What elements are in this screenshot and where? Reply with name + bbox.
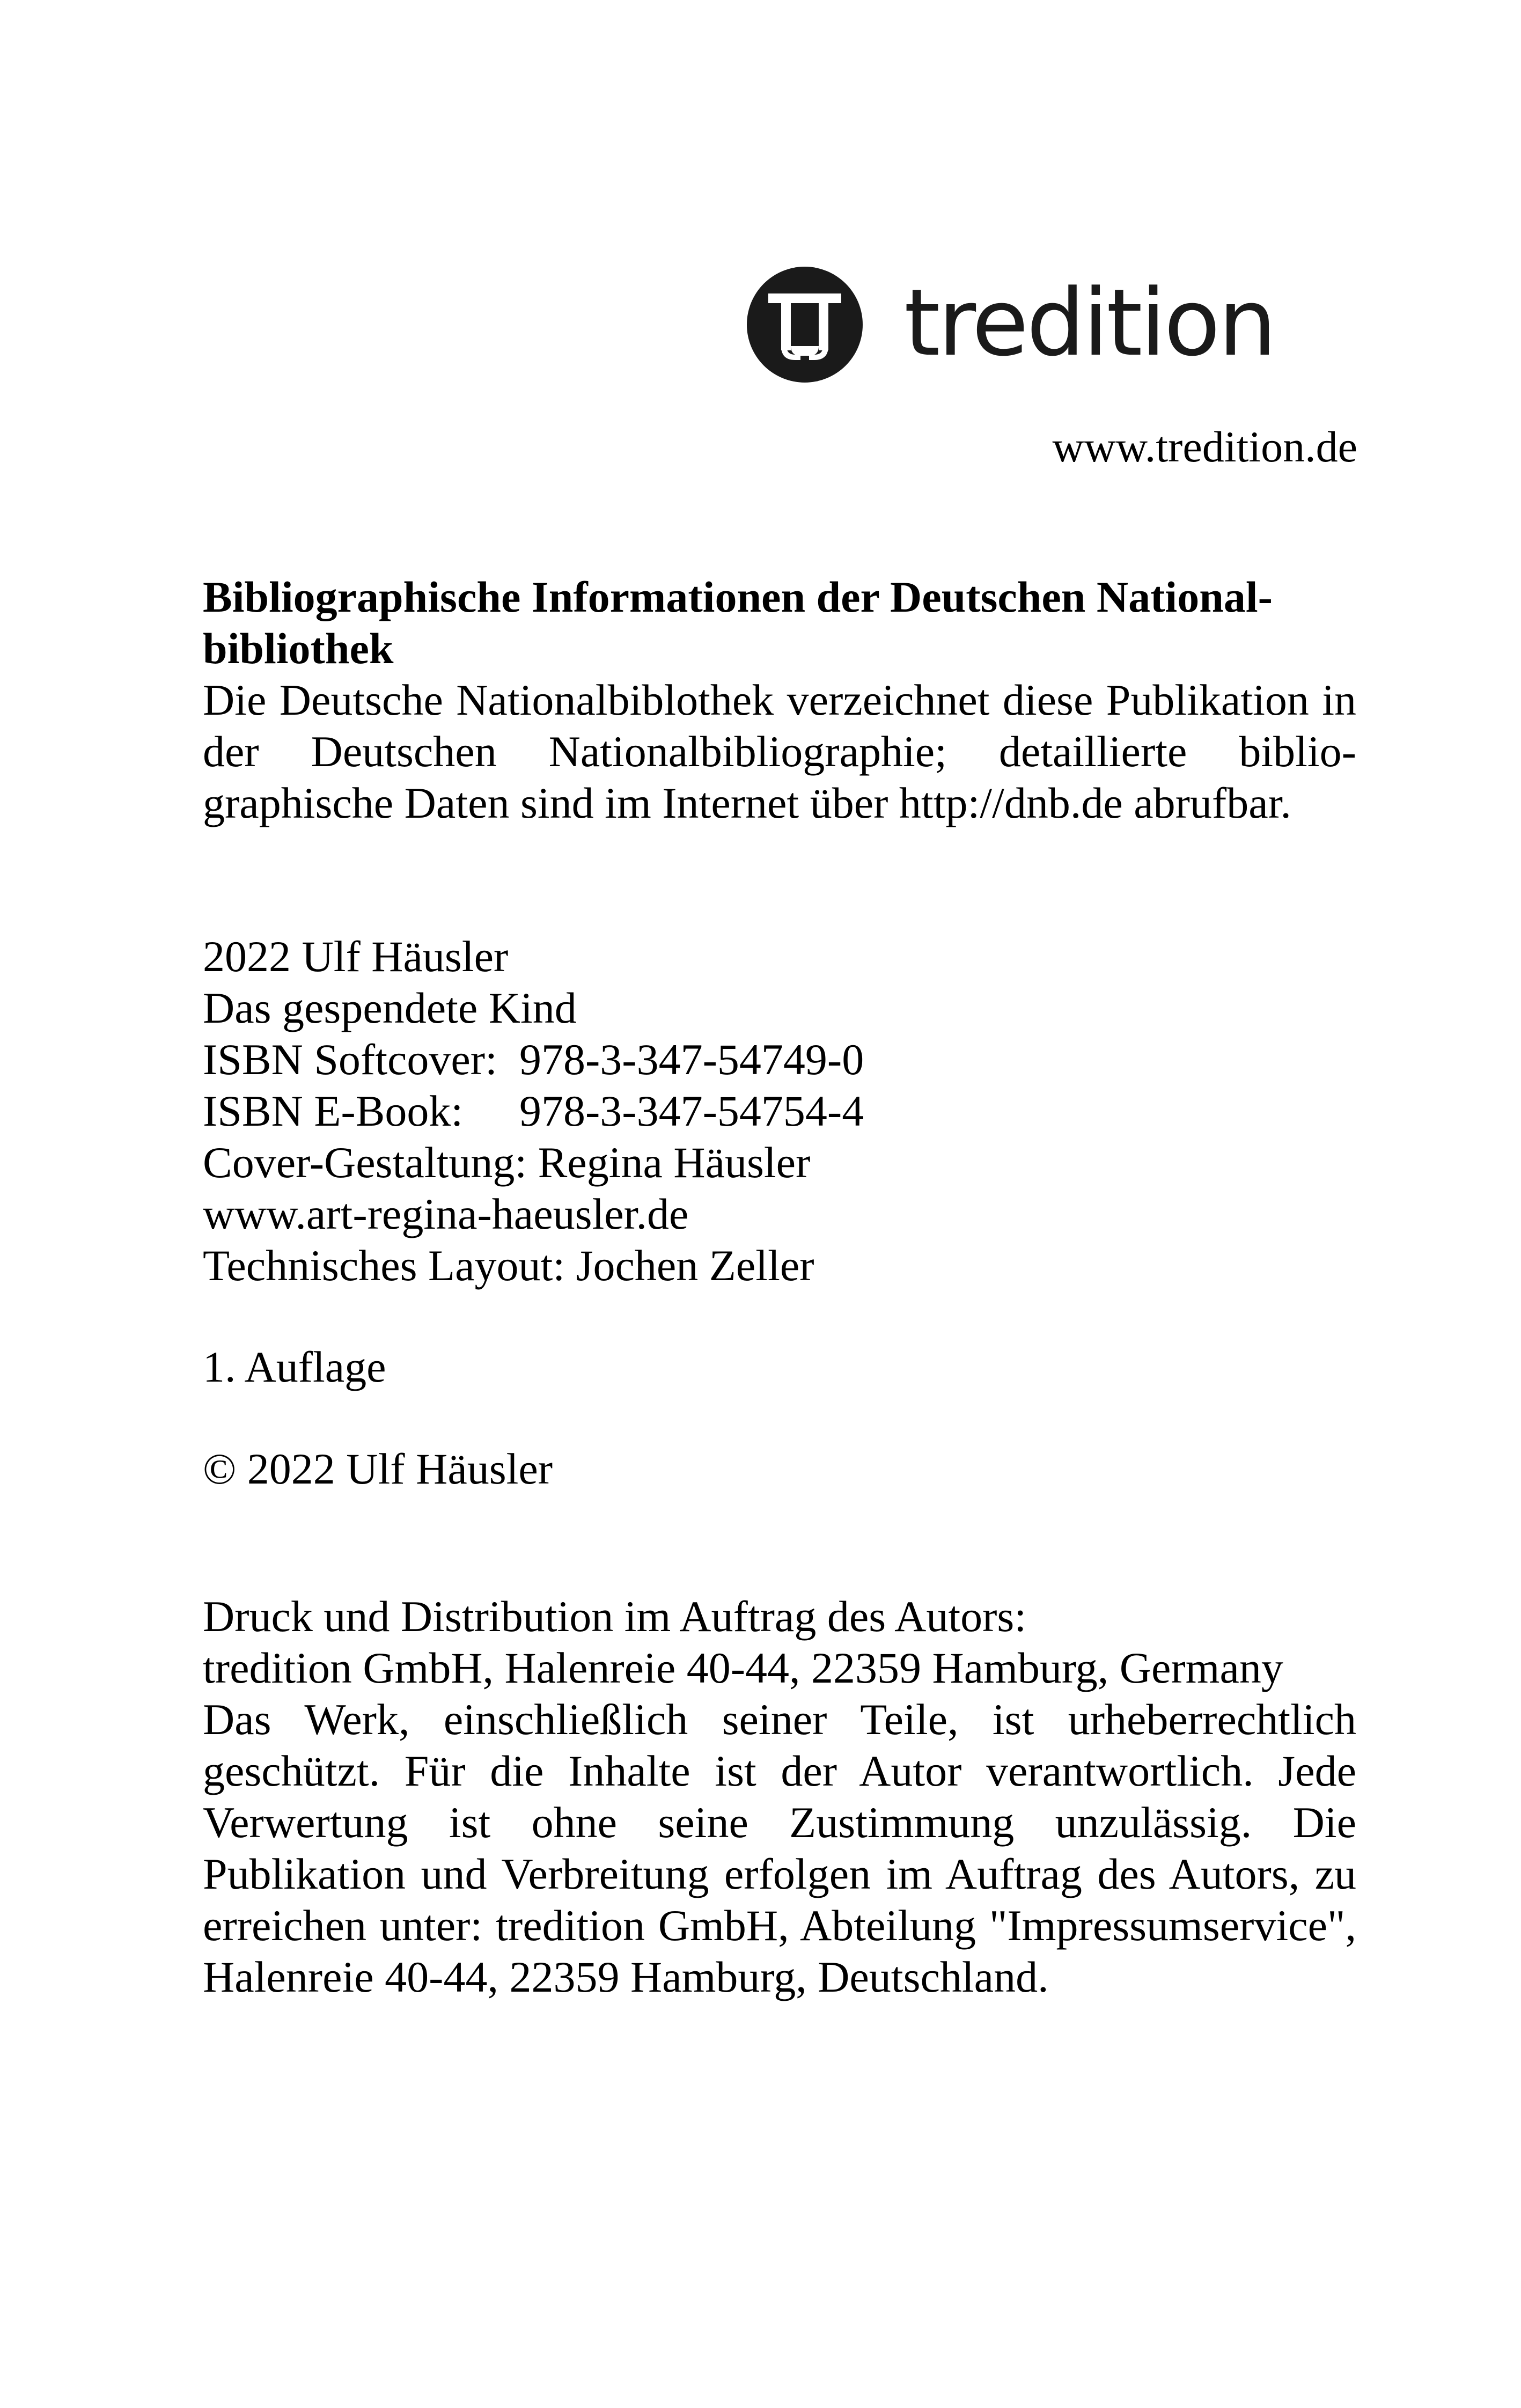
book-title: Das gespendete Kind xyxy=(203,983,577,1032)
imprint-info xyxy=(203,1591,1356,2003)
publisher-logo xyxy=(746,266,1317,386)
cover-design: Cover-Gestaltung: Regina Häusler xyxy=(203,1138,811,1187)
isbn-softcover-label: ISBN Softcover: xyxy=(203,1035,497,1084)
bibliographic-body: Die Deutsche Nationalbiblothek verzeichnet diese Publikation in der Deutschen Nationalbibliographie; detaillierte biblio-graphische Daten sind im Internet über http://dnb.de abrufbar. xyxy=(203,676,1356,827)
bibliographic-info xyxy=(203,571,1356,829)
book-details xyxy=(203,931,1356,1291)
isbn-softcover-row xyxy=(203,1034,1356,1085)
isbn-ebook-label: ISBN E-Book: xyxy=(203,1086,464,1135)
imprint-body: Das Werk, einschließlich seiner Teile, ist urheberrechtlich geschützt. Für die Inhalte ist der Autor verantwortlich. Jede Verwertung ist ohne seine Zustimmung unzulässig. Die Publikation und Verbreitung erfolgen im Auftrag des Autors, zu erreichen unter: tredition GmbH, Abteilung "Impressumservice", Halenreie 40-44, 22359 Hamburg, Deutschland. xyxy=(203,1695,1356,2001)
copyright-notice: © 2022 Ulf Häusler xyxy=(203,1444,553,1493)
imprint-line2: tredition GmbH, Halenreie 40-44, 22359 Hamburg, Germany xyxy=(203,1643,1283,1692)
year-author: 2022 Ulf Häusler xyxy=(203,932,509,981)
publisher-website: www.tredition.de xyxy=(1052,422,1357,471)
isbn-ebook-row xyxy=(203,1085,1356,1137)
bibliographic-heading-line1: Bibliographische Informationen der Deutschen National- xyxy=(203,572,1273,621)
cover-website: www.art-regina-haeusler.de xyxy=(203,1190,689,1238)
bibliographic-heading-line2: bibliothek xyxy=(203,624,394,673)
isbn-softcover-value: 978-3-347-54749-0 xyxy=(519,1035,864,1084)
isbn-ebook-value: 978-3-347-54754-4 xyxy=(519,1086,864,1135)
edition: 1. Auflage xyxy=(203,1342,386,1391)
logo-wordmark: tredition xyxy=(904,269,1275,377)
tredition-logo-icon xyxy=(746,266,864,384)
technical-layout: Technisches Layout: Jochen Zeller xyxy=(203,1241,814,1290)
imprint-line1: Druck und Distribution im Auftrag des Autors: xyxy=(203,1592,1027,1641)
